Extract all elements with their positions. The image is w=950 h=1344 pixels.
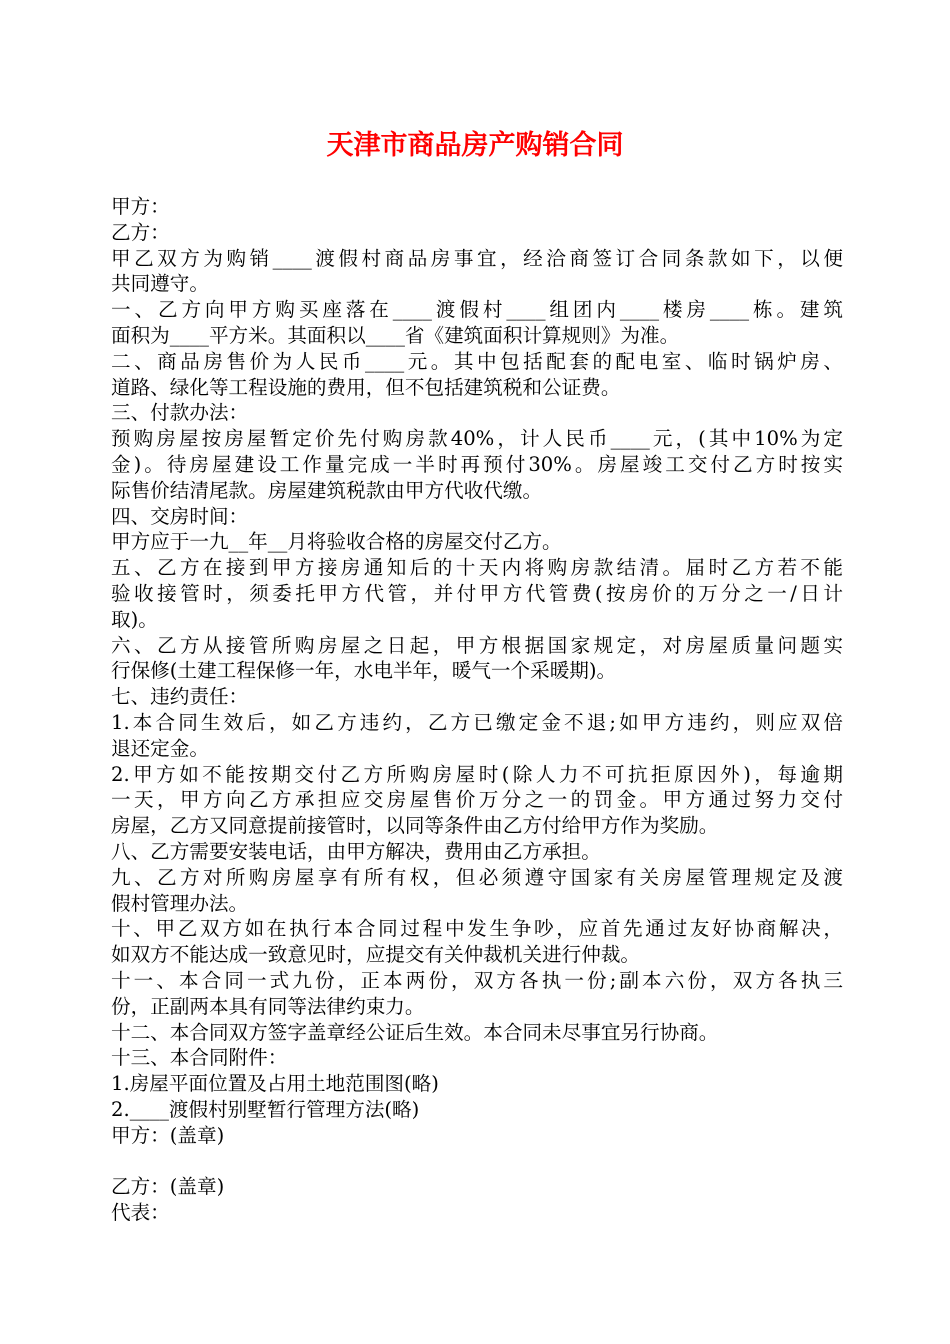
attachment-1-line: 1.房屋平面位置及占用土地范围图(略) <box>111 1072 439 1096</box>
preamble-line: 共同遵守。 <box>111 272 209 296</box>
clause-7-item-1-line: 退还定金。 <box>111 736 209 760</box>
clause-5-line: 五、乙方在接到甲方接房通知后的十天内将购房款结清。届时乙方若不能 <box>111 556 843 580</box>
blank-line <box>111 1148 843 1174</box>
clause-6-line: 六、乙方从接管所购房屋之日起，甲方根据国家规定，对房屋质量问题实 <box>111 633 843 657</box>
preamble-line: 甲乙双方为购销____渡假村商品房事宜，经洽商签订合同条款如下，以便 <box>111 246 843 270</box>
party-a-line: 甲方： <box>111 195 170 218</box>
clause-10-line: 如双方不能达成一致意见时，应提交有关仲裁机关进行仲裁。 <box>111 943 641 967</box>
clause-7-heading: 七、违约责任： <box>111 685 249 709</box>
clause-7-item-2-line: 房屋，乙方又同意提前接管时，以同等条件由乙方付给甲方作为奖励。 <box>111 814 719 838</box>
clause-2-line: 道路、绿化等工程设施的费用，但不包括建筑税和公证费。 <box>111 375 621 399</box>
clause-3-heading: 三、付款办法： <box>111 401 249 425</box>
attachment-2-line: 2.____渡假村别墅暂行管理方法(略) <box>111 1097 420 1121</box>
clause-6-line: 行保修(土建工程保修一年，水电半年，暖气一个采暖期)。 <box>111 659 617 683</box>
clause-3-line: 预购房屋按房屋暂定价先付购房款40%，计人民币____元，(其中10%为定 <box>111 427 843 451</box>
clause-11-line: 十一、本合同一式九份，正本两份，双方各执一份;副本六份，双方各执三 <box>111 968 843 992</box>
party-b-seal-line: 乙方：(盖章) <box>111 1175 225 1199</box>
clause-3-line: 金)。待房屋建设工作量完成一半时再预付30%。房屋竣工交付乙方时按实 <box>111 452 843 476</box>
clause-3-line: 际售价结清尾款。房屋建筑税款由甲方代收代缴。 <box>111 478 543 502</box>
clause-5-line: 取)。 <box>111 607 158 631</box>
clause-1-line: 一、乙方向甲方购买座落在____渡假村____组团内____楼房____栋。建筑 <box>111 298 843 322</box>
clause-12-line: 十二、本合同双方签字盖章经公证后生效。本合同未尽事宜另行协商。 <box>111 1020 719 1044</box>
contract-body <box>111 194 843 1226</box>
clause-2-line: 二、商品房售价为人民币____元。其中包括配套的配电室、临时锅炉房、 <box>111 349 843 373</box>
clause-7-item-2-line: 一天，甲方向乙方承担应交房屋售价万分之一的罚金。甲方通过努力交付 <box>111 788 843 812</box>
clause-8-line: 八、乙方需要安装电话，由甲方解决，费用由乙方承担。 <box>111 839 601 863</box>
clause-9-line: 假村管理办法。 <box>111 891 249 915</box>
document-title: 天津市商品房产购销合同 <box>326 130 624 161</box>
clause-7-item-1-line: 1.本合同生效后，如乙方违约，乙方已缴定金不退;如甲方违约，则应双倍 <box>111 710 843 734</box>
clause-4-heading: 四、交房时间： <box>111 504 249 528</box>
clause-13-heading: 十三、本合同附件： <box>111 1046 288 1070</box>
clause-4-line: 甲方应于一九__年__月将验收合格的房屋交付乙方。 <box>111 530 562 554</box>
clause-11-line: 份，正副两本具有同等法律约束力。 <box>111 994 425 1018</box>
clause-10-line: 十、甲乙双方如在执行本合同过程中发生争吵，应首先通过友好协商解决， <box>111 917 843 941</box>
representative-line: 代表： <box>111 1201 170 1225</box>
clause-9-line: 九、乙方对所购房屋享有所有权，但必须遵守国家有关房屋管理规定及渡 <box>111 865 843 889</box>
party-a-seal-line: 甲方：(盖章) <box>111 1123 225 1147</box>
clause-7-item-2-line: 2.甲方如不能按期交付乙方所购房屋时(除人力不可抗拒原因外)，每逾期 <box>111 762 843 786</box>
party-b-line: 乙方： <box>111 220 170 244</box>
clause-1-line: 面积为____平方米。其面积以____省《建筑面积计算规则》为准。 <box>111 323 680 347</box>
clause-5-line: 验收接管时，须委托甲方代管，并付甲方代管费(按房价的万分之一/日计 <box>111 581 843 605</box>
